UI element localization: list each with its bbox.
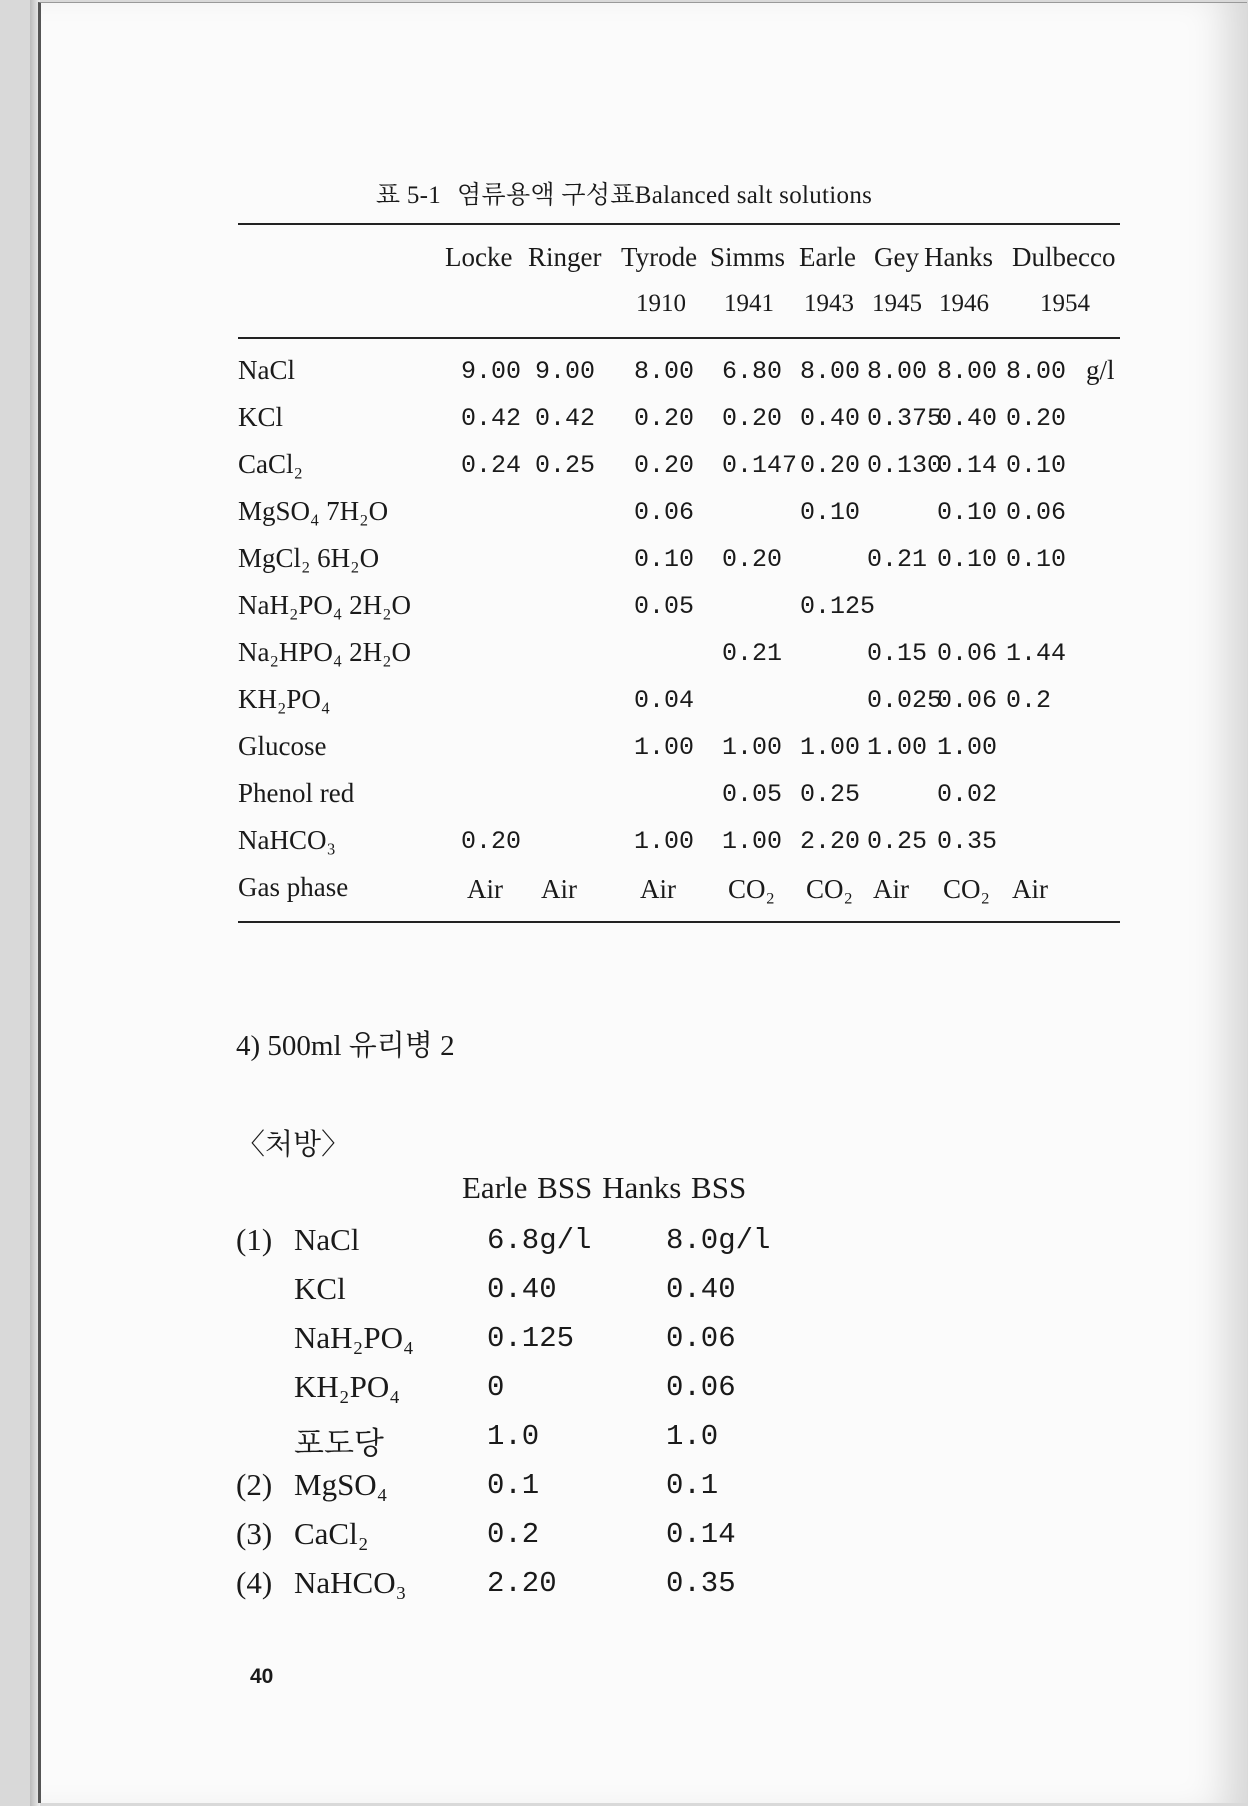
- table-cell: 8.00: [867, 357, 928, 386]
- hanks-value: 0.1: [666, 1469, 719, 1502]
- table-cell: 0.20: [634, 451, 695, 480]
- row-label: Phenol red: [238, 778, 355, 808]
- table-cell: CO₂: [806, 874, 853, 904]
- table-cell: CO₂: [728, 874, 775, 904]
- table-cell: 0.10: [634, 545, 695, 574]
- table-cell: 0.147: [722, 451, 798, 480]
- table-cell: 0.02: [937, 780, 998, 809]
- table-cell: Air: [1012, 874, 1048, 904]
- table-cell: 0.06: [1006, 498, 1067, 527]
- table-header-rule: [238, 337, 1120, 339]
- table-cell: 0.40: [800, 404, 861, 433]
- hanks-value: 0.40: [666, 1273, 736, 1306]
- table-cell: 0.20: [800, 451, 861, 480]
- prescription-ingredient: NaH₂PO₄: [294, 1320, 414, 1355]
- column-year-dulbecco: 1954: [1040, 290, 1090, 317]
- table-caption-text: 염류용액 구성표Balanced salt solutions: [457, 182, 873, 209]
- earle-value: 0.125: [487, 1322, 575, 1355]
- table-cell: 8.00: [937, 357, 998, 386]
- row-label: NaHCO₃: [238, 825, 336, 855]
- table-top-rule: [238, 223, 1120, 225]
- prescription-ingredient: NaCl: [294, 1222, 360, 1257]
- table-cell: 0.25: [867, 827, 928, 856]
- column-year-earle: 1943: [804, 290, 854, 317]
- table-caption-label: 표 5-1: [375, 182, 442, 209]
- table-cell: 0.20: [461, 827, 522, 856]
- table-cell: 1.00: [867, 733, 928, 762]
- table-cell: 0.21: [722, 639, 783, 668]
- row-label: KH₂PO₄: [238, 684, 331, 714]
- prescription-number: (1): [236, 1222, 273, 1257]
- table-caption: [0, 175, 1248, 211]
- table-cell: 0.10: [937, 498, 998, 527]
- table-cell: 9.00: [535, 357, 596, 386]
- hanks-value: 0.06: [666, 1322, 736, 1355]
- table-cell: 0.20: [634, 404, 695, 433]
- column-year-simms: 1941: [724, 290, 774, 317]
- earle-value: 0.1: [487, 1469, 540, 1502]
- table-cell: 1.00: [937, 733, 998, 762]
- row-label: Gas phase: [238, 872, 349, 902]
- row-label: NaCl: [238, 355, 295, 385]
- table-cell: 0.06: [937, 686, 998, 715]
- table-cell: 0.06: [634, 498, 695, 527]
- table-cell: 0.375: [867, 404, 943, 433]
- prescription-column-headers: [462, 1170, 746, 1206]
- column-header-ringer: Ringer: [528, 242, 602, 272]
- table-cell: 8.00: [1006, 357, 1067, 386]
- hanks-value: 1.0: [666, 1420, 719, 1453]
- table-cell: 6.80: [722, 357, 783, 386]
- table-cell: Air: [640, 874, 676, 904]
- prescription-heading: 〈처방〉: [236, 1129, 351, 1161]
- column-year-hanks: 1946: [939, 290, 989, 317]
- earle-value: 0: [487, 1371, 505, 1404]
- earle-bss-header: Earle BSS: [462, 1170, 593, 1205]
- earle-value: 6.8g/l: [487, 1224, 592, 1257]
- prescription-ingredient: KCl: [294, 1271, 346, 1306]
- page-number: 40: [250, 1665, 274, 1688]
- column-header-dulbecco: Dulbecco: [1012, 242, 1116, 272]
- column-year-gey: 1945: [872, 290, 922, 317]
- table-cell: 0.10: [937, 545, 998, 574]
- column-header-simms: Simms: [710, 242, 786, 272]
- earle-value: 0.40: [487, 1273, 557, 1306]
- row-label: Na₂HPO₄ 2H₂O: [238, 637, 411, 667]
- table-cell: 0.25: [800, 780, 861, 809]
- table-cell: 0.24: [461, 451, 522, 480]
- table-cell: 1.00: [634, 733, 695, 762]
- row-label: CaCl₂: [238, 449, 303, 479]
- table-cell: 2.20: [800, 827, 861, 856]
- table-cell: 0.125: [800, 592, 876, 621]
- table-cell: Air: [467, 874, 503, 904]
- table-cell: 1.00: [722, 733, 783, 762]
- table-cell: 0.40: [937, 404, 998, 433]
- prescription-number: (4): [236, 1565, 273, 1600]
- table-cell: 0.130: [867, 451, 943, 480]
- prescription-number: (3): [236, 1516, 273, 1551]
- table-cell: 0.20: [722, 545, 783, 574]
- row-label: MgSO₄ 7H₂O: [238, 496, 389, 526]
- hanks-value: 8.0g/l: [666, 1224, 771, 1257]
- earle-value: 2.20: [487, 1567, 557, 1600]
- table-cell: 0.04: [634, 686, 695, 715]
- table-cell: 9.00: [461, 357, 522, 386]
- table-cell: 0.10: [1006, 545, 1067, 574]
- column-year-tyrode: 1910: [636, 290, 686, 317]
- earle-value: 1.0: [487, 1420, 540, 1453]
- hanks-value: 0.35: [666, 1567, 736, 1600]
- hanks-bss-header: Hanks BSS: [602, 1170, 747, 1205]
- table-cell: 1.00: [634, 827, 695, 856]
- column-header-tyrode: Tyrode: [621, 242, 698, 272]
- row-label: KCl: [238, 402, 284, 432]
- table-cell: Air: [873, 874, 909, 904]
- table-cell: 0.20: [1006, 404, 1067, 433]
- column-header-hanks: Hanks: [924, 242, 993, 272]
- table-cell: 0.05: [634, 592, 695, 621]
- column-header-gey: Gey: [874, 242, 919, 272]
- prescription-number: (2): [236, 1467, 273, 1502]
- table-cell: 0.35: [937, 827, 998, 856]
- table-cell: Air: [541, 874, 577, 904]
- column-header-locke: Locke: [445, 242, 513, 272]
- row-label: Glucose: [238, 731, 327, 761]
- table-cell: 1.00: [722, 827, 783, 856]
- prescription-ingredient: NaHCO₃: [294, 1565, 407, 1600]
- table-cell: 0.05: [722, 780, 783, 809]
- table-cell: 0.10: [1006, 451, 1067, 480]
- table-cell: 0.10: [800, 498, 861, 527]
- hanks-value: 0.06: [666, 1371, 736, 1404]
- row-label: NaH₂PO₄ 2H₂O: [238, 590, 411, 620]
- hanks-value: 0.14: [666, 1518, 736, 1551]
- table-cell: 0.2: [1006, 686, 1052, 715]
- table-cell: 0.42: [461, 404, 522, 433]
- earle-value: 0.2: [487, 1518, 540, 1551]
- table-bottom-rule: [238, 921, 1120, 923]
- table-cell: 0.025: [867, 686, 943, 715]
- item-500ml-bottles: 4) 500ml 유리병 2: [236, 1030, 455, 1062]
- table-cell: 0.21: [867, 545, 928, 574]
- column-header-earle: Earle: [799, 242, 856, 272]
- row-label: MgCl₂ 6H₂O: [238, 543, 380, 573]
- prescription-ingredient: CaCl₂: [294, 1516, 369, 1551]
- prescription-ingredient: 포도당: [294, 1426, 384, 1461]
- prescription-ingredient: KH₂PO₄: [294, 1369, 401, 1404]
- prescription-ingredient: MgSO₄: [294, 1467, 388, 1502]
- table-cell: 0.42: [535, 404, 596, 433]
- table-cell: 1.00: [800, 733, 861, 762]
- table-cell: 0.06: [937, 639, 998, 668]
- table-cell: 8.00: [634, 357, 695, 386]
- table-cell: 0.15: [867, 639, 928, 668]
- unit-label: g/l: [1086, 355, 1115, 385]
- table-cell: 8.00: [800, 357, 861, 386]
- table-cell: CO₂: [943, 874, 990, 904]
- table-cell: 0.20: [722, 404, 783, 433]
- table-cell: 1.44: [1006, 639, 1067, 668]
- table-cell: 0.25: [535, 451, 596, 480]
- table-cell: 0.14: [937, 451, 998, 480]
